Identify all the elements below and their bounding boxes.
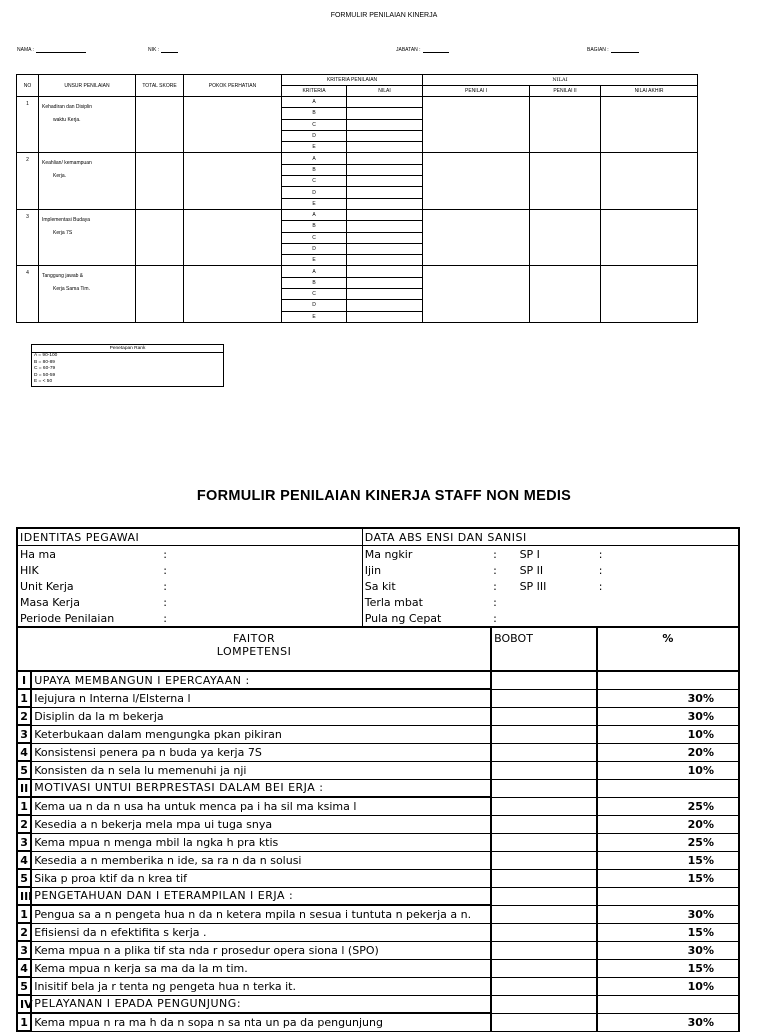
- criteria-text: Kema ua n da n usa ha untuk menca pa i ha sil ma ksima l: [31, 797, 491, 815]
- criteria-text: Kema mpua n kerja sa ma da la m tim.: [31, 959, 491, 977]
- criteria-number: 1: [17, 1013, 31, 1031]
- header-nilai-akhir: NILAI AKHIR: [601, 86, 698, 97]
- bobot-cell[interactable]: [491, 905, 597, 923]
- unsur-cell: [39, 97, 136, 153]
- rank-row: A = 90-100: [34, 353, 58, 358]
- pokok-cell[interactable]: [184, 153, 282, 209]
- header-nilai-group: NILAI: [423, 75, 698, 86]
- criteria-text: Sika p proa ktif da n krea tif: [31, 869, 491, 887]
- penilai-2-cell[interactable]: [530, 266, 601, 322]
- rank-row: C = 60-79: [34, 366, 56, 371]
- absensi-colon: :: [493, 579, 497, 593]
- bobot-cell[interactable]: [491, 833, 597, 851]
- bobot-cell[interactable]: [491, 887, 597, 905]
- criteria-text: Keterbukaan dalam mengungka pkan pikiran: [31, 725, 491, 743]
- criteria-text: Pengua sa a n pengeta hua n da n ketera mpila n sesua i tuntuta n pekerja a n.: [31, 905, 491, 923]
- unsur-text: Tanggung jawab &: [42, 273, 84, 280]
- criteria-number: 2: [17, 707, 31, 725]
- bobot-cell[interactable]: [491, 671, 597, 689]
- nik-label: NIK :: [148, 47, 160, 53]
- jabatan-line: [423, 47, 449, 53]
- section-row: [17, 995, 739, 1013]
- absensi-label: Terla mbat: [362, 594, 491, 610]
- identitas-heading: IDENTITAS PEGAWAI: [17, 528, 362, 546]
- criteria-percent: 10%: [597, 725, 739, 743]
- criteria-number: 1: [17, 797, 31, 815]
- criteria-percent: 30%: [597, 689, 739, 707]
- unsur-text: Kerja.: [53, 173, 67, 180]
- nilai-akhir-cell[interactable]: [601, 153, 698, 209]
- kriteria-grade: E: [282, 255, 347, 266]
- criteria-percent: 30%: [597, 1013, 739, 1031]
- bobot-cell[interactable]: [491, 959, 597, 977]
- unsur-text: Kehadiran dan Disiplin: [42, 104, 93, 110]
- absensi-colon: :: [493, 595, 497, 609]
- penilai-1-cell[interactable]: [423, 266, 530, 322]
- total-skore-cell[interactable]: [136, 153, 184, 209]
- identity-label: HIK: [17, 562, 163, 578]
- absensi-colon: :: [493, 563, 497, 577]
- unsur-cell: [39, 209, 136, 265]
- header-kriteria-penilaian: KRITERIA PENILAIAN: [282, 75, 423, 86]
- nilai-cell[interactable]: [347, 243, 423, 254]
- penilai-2-cell[interactable]: [530, 209, 601, 265]
- absensi-colon: :: [491, 610, 517, 627]
- bobot-cell[interactable]: [491, 851, 597, 869]
- persen-cell: [597, 995, 739, 1013]
- nik-field: [148, 47, 178, 53]
- bobot-cell[interactable]: [491, 995, 597, 1013]
- nama-line: [36, 47, 86, 53]
- rank-row: D = 50-59: [34, 372, 56, 378]
- unsur-text: waktu Kerja.: [53, 117, 81, 123]
- header-nilai: NILAI: [347, 86, 423, 97]
- section-title: PENGETAHUAN DAN I ETERAMPILAN I ERJA :: [31, 887, 491, 905]
- identity-row: [17, 562, 739, 578]
- absensi-label: Ma ngkir: [362, 546, 491, 563]
- unsur-text: Implementasi Budaya: [42, 216, 91, 223]
- sp-label: SP II: [519, 563, 544, 577]
- header-pokok: POKOK PERHATIAN: [184, 75, 282, 97]
- nilai-cell[interactable]: [347, 232, 423, 243]
- criteria-percent: 15%: [597, 923, 739, 941]
- nilai-cell[interactable]: [347, 311, 423, 322]
- criteria-row: [17, 815, 739, 833]
- sp-colon: :: [597, 578, 739, 594]
- pokok-cell[interactable]: [184, 266, 282, 322]
- identity-colon: :: [163, 595, 167, 609]
- section-row: [17, 779, 739, 797]
- nilai-cell[interactable]: [347, 198, 423, 209]
- total-skore-cell[interactable]: [136, 266, 184, 322]
- criteria-text: Kesedia a n bekerja mela mpa ui tuga snya: [31, 815, 491, 833]
- kriteria-grade: E: [282, 142, 347, 153]
- criteria-text: Kema mpua n menga mbil la ngka h pra ktis: [31, 833, 491, 851]
- kriteria-grade: E: [282, 311, 347, 322]
- identity-label: Unit Kerja: [17, 578, 163, 594]
- kompetensi-line: LOMPETENSI: [216, 645, 292, 658]
- criteria-text: Iejujura n Interna l/Elsterna l: [31, 689, 491, 707]
- nilai-cell[interactable]: [347, 277, 423, 288]
- nilai-cell[interactable]: [347, 164, 423, 175]
- penilaian-table: [16, 74, 698, 323]
- criteria-percent: 10%: [597, 977, 739, 995]
- table-row: [17, 153, 698, 164]
- identity-label: Ha ma: [17, 546, 163, 563]
- kriteria-grade: B: [282, 164, 347, 175]
- nilai-akhir-cell[interactable]: [601, 209, 698, 265]
- criteria-number: 4: [17, 959, 31, 977]
- absensi-label: Pula ng Cepat: [362, 610, 491, 627]
- empty-cell: [597, 610, 739, 627]
- criteria-row: [17, 941, 739, 959]
- competency-header-row: [17, 627, 739, 671]
- staff-form-body: [17, 528, 739, 1031]
- identity-label: Masa Kerja: [17, 594, 163, 610]
- kriteria-grade: C: [282, 232, 347, 243]
- section-title: MOTIVASI UNTUI BERPRESTASI DALAM BEI ERJA :: [31, 779, 491, 797]
- criteria-percent: 25%: [597, 833, 739, 851]
- pokok-cell[interactable]: [184, 97, 282, 153]
- kriteria-grade: D: [282, 130, 347, 141]
- header-kriteria: KRITERIA: [282, 86, 347, 97]
- row-number: 2: [17, 153, 39, 209]
- section-title: PELAYANAN I EPADA PENGUNJUNG:: [31, 995, 491, 1013]
- sp-label: SP III: [519, 579, 547, 593]
- criteria-number: 1: [17, 689, 31, 707]
- criteria-row: [17, 833, 739, 851]
- empty-cell: [518, 610, 597, 627]
- section-row: [17, 671, 739, 689]
- criteria-percent: 30%: [597, 941, 739, 959]
- faktor-line: FAITOR: [233, 632, 276, 645]
- nilai-cell[interactable]: [347, 209, 423, 220]
- identity-colon: :: [163, 563, 167, 577]
- table-row: [17, 209, 698, 220]
- bobot-cell[interactable]: [491, 815, 597, 833]
- rank-title: Penetapan Rank: [32, 345, 223, 353]
- criteria-row: [17, 959, 739, 977]
- criteria-number: 2: [17, 815, 31, 833]
- unsur-cell: [39, 153, 136, 209]
- criteria-row: [17, 977, 739, 995]
- absensi-heading: DATA ABS ENSI DAN SANISI: [362, 528, 739, 546]
- criteria-text: Kema mpua n a plika tif sta nda r prosedur opera siona l (SPO): [31, 941, 491, 959]
- criteria-number: 3: [17, 941, 31, 959]
- nilai-cell[interactable]: [347, 187, 423, 198]
- nik-line: [161, 47, 178, 53]
- criteria-row: [17, 1013, 739, 1031]
- penilai-1-cell[interactable]: [423, 209, 530, 265]
- row-number: 4: [17, 266, 39, 322]
- rank-table: [31, 344, 224, 387]
- bobot-cell[interactable]: [491, 761, 597, 779]
- section-roman: IV: [17, 995, 31, 1013]
- kriteria-grade: A: [282, 153, 347, 164]
- bobot-header: BOBOT: [491, 627, 597, 671]
- table-row: [17, 97, 698, 108]
- bobot-cell[interactable]: [491, 923, 597, 941]
- criteria-number: 4: [17, 851, 31, 869]
- unsur-cell: [39, 266, 136, 322]
- bobot-cell[interactable]: [491, 977, 597, 995]
- bagian-field: [587, 47, 639, 53]
- bobot-cell[interactable]: [491, 743, 597, 761]
- nilai-akhir-cell[interactable]: [601, 266, 698, 322]
- criteria-text: Konsisten da n sela lu memenuhi ja nji: [31, 761, 491, 779]
- penilaian-body: [17, 97, 698, 323]
- criteria-percent: 30%: [597, 905, 739, 923]
- identity-label: Periode Penilaian: [17, 610, 163, 627]
- faktor-header: [17, 627, 491, 671]
- section-roman: III: [17, 887, 31, 905]
- criteria-percent: 20%: [597, 743, 739, 761]
- nilai-cell[interactable]: [347, 255, 423, 266]
- sp-label: SP I: [519, 547, 540, 561]
- absensi-colon: :: [493, 547, 497, 561]
- bobot-cell[interactable]: [491, 779, 597, 797]
- kriteria-grade: B: [282, 221, 347, 232]
- criteria-text: Kesedia a n memberika n ide, sa ra n da n solusi: [31, 851, 491, 869]
- kriteria-grade: E: [282, 198, 347, 209]
- staff-form-table: [16, 527, 740, 1032]
- criteria-row: [17, 797, 739, 815]
- criteria-row: [17, 725, 739, 743]
- identity-row: [17, 578, 739, 594]
- nilai-cell[interactable]: [347, 221, 423, 232]
- kriteria-grade: B: [282, 108, 347, 119]
- criteria-number: 2: [17, 923, 31, 941]
- bobot-cell[interactable]: [491, 1013, 597, 1031]
- header-penilai-1: PENILAI I: [423, 86, 530, 97]
- unsur-text: Keahlian/ kemampuan: [42, 160, 92, 167]
- kriteria-grade: C: [282, 119, 347, 130]
- nilai-cell[interactable]: [347, 289, 423, 300]
- nilai-cell[interactable]: [347, 108, 423, 119]
- criteria-text: Konsistensi penera pa n buda ya kerja 7S: [31, 743, 491, 761]
- jabatan-field: [396, 47, 449, 53]
- header-unsur: UNSUR PENILAIAN: [39, 75, 136, 97]
- sp-colon: :: [597, 546, 739, 563]
- criteria-text: Efisiensi da n efektifita s kerja .: [31, 923, 491, 941]
- penilai-2-cell[interactable]: [530, 97, 601, 153]
- absensi-label: Sa kit: [362, 578, 491, 594]
- criteria-percent: 15%: [597, 869, 739, 887]
- criteria-number: 3: [17, 725, 31, 743]
- persen-cell: [597, 779, 739, 797]
- section-roman: I: [17, 671, 31, 689]
- kriteria-grade: A: [282, 266, 347, 277]
- criteria-row: [17, 851, 739, 869]
- rank-row: E = < 50: [34, 379, 53, 384]
- nama-label: NAMA :: [17, 47, 34, 53]
- nilai-akhir-cell[interactable]: [601, 97, 698, 153]
- nilai-cell[interactable]: [347, 300, 423, 311]
- identity-colon: :: [163, 579, 167, 593]
- criteria-row: [17, 689, 739, 707]
- nilai-cell[interactable]: [347, 97, 423, 108]
- persen-cell: [597, 671, 739, 689]
- header-no: NO: [17, 75, 39, 97]
- form2-title: FORMULIR PENILAIAN KINERJA STAFF NON MEDIS: [196, 488, 572, 504]
- criteria-percent: 25%: [597, 797, 739, 815]
- penilai-2-cell[interactable]: [530, 153, 601, 209]
- bobot-cell[interactable]: [491, 725, 597, 743]
- identity-colon: :: [163, 610, 362, 627]
- kriteria-grade: A: [282, 209, 347, 220]
- unsur-text: Kerja 7S: [53, 229, 73, 236]
- kriteria-grade: C: [282, 289, 347, 300]
- nilai-cell[interactable]: [347, 142, 423, 153]
- bobot-cell[interactable]: [491, 869, 597, 887]
- identity-row: [17, 594, 739, 610]
- kriteria-grade: D: [282, 187, 347, 198]
- criteria-row: [17, 707, 739, 725]
- penilai-1-cell[interactable]: [423, 153, 530, 209]
- sp-colon: :: [597, 562, 739, 578]
- penilai-1-cell[interactable]: [423, 97, 530, 153]
- empty-cell: [518, 594, 597, 610]
- bobot-cell[interactable]: [491, 941, 597, 959]
- header-total-skore: TOTAL SKORE: [136, 75, 184, 97]
- header-penilai-2: PENILAI II: [530, 86, 601, 97]
- criteria-text: Inisitif bela ja r tenta ng pengeta hua n terka it.: [31, 977, 491, 995]
- section-roman: II: [17, 779, 31, 797]
- criteria-text: Kema mpua n ra ma h da n sopa n sa nta un pa da pengunjung: [31, 1013, 491, 1031]
- criteria-number: 4: [17, 743, 31, 761]
- persen-header: %: [597, 627, 739, 671]
- table-row: [17, 266, 698, 277]
- identity-colon: :: [163, 547, 167, 561]
- criteria-row: [17, 761, 739, 779]
- bagian-label: BAGIAN :: [587, 47, 609, 53]
- criteria-text: Disiplin da la m bekerja: [31, 707, 491, 725]
- kriteria-grade: A: [282, 97, 347, 108]
- bobot-cell[interactable]: [491, 797, 597, 815]
- bobot-cell[interactable]: [491, 707, 597, 725]
- row-number: 1: [17, 97, 39, 153]
- criteria-number: 5: [17, 977, 31, 995]
- criteria-percent: 30%: [597, 707, 739, 725]
- absensi-label: Ijin: [362, 562, 491, 578]
- nilai-cell[interactable]: [347, 266, 423, 277]
- section-row: [17, 887, 739, 905]
- rank-row: B = 80-89: [34, 359, 55, 365]
- total-skore-cell[interactable]: [136, 209, 184, 265]
- criteria-percent: 15%: [597, 959, 739, 977]
- criteria-row: [17, 923, 739, 941]
- kriteria-grade: D: [282, 300, 347, 311]
- nilai-cell[interactable]: [347, 176, 423, 187]
- section-title: UPAYA MEMBANGUN I EPERCAYAAN :: [31, 671, 491, 689]
- empty-cell: [597, 594, 739, 610]
- bagian-line: [611, 47, 639, 53]
- nilai-cell[interactable]: [347, 130, 423, 141]
- criteria-number: 5: [17, 869, 31, 887]
- criteria-row: [17, 869, 739, 887]
- criteria-percent: 15%: [597, 851, 739, 869]
- criteria-row: [17, 905, 739, 923]
- kriteria-grade: D: [282, 243, 347, 254]
- row-number: 3: [17, 209, 39, 265]
- pokok-cell[interactable]: [184, 209, 282, 265]
- criteria-number: 1: [17, 905, 31, 923]
- criteria-number: 5: [17, 761, 31, 779]
- nama-field: [17, 47, 86, 53]
- total-skore-cell[interactable]: [136, 97, 184, 153]
- form1-title: FORMULIR PENILAIAN KINERJA: [330, 12, 438, 19]
- identity-row: [17, 610, 739, 627]
- jabatan-label: JABATAN :: [396, 47, 421, 53]
- kriteria-grade: C: [282, 176, 347, 187]
- persen-cell: [597, 887, 739, 905]
- criteria-percent: 20%: [597, 815, 739, 833]
- criteria-row: [17, 743, 739, 761]
- kriteria-grade: B: [282, 277, 347, 288]
- unsur-text: Kerja Sama Tim.: [53, 286, 90, 293]
- criteria-percent: 10%: [597, 761, 739, 779]
- nilai-cell[interactable]: [347, 153, 423, 164]
- identity-row: [17, 546, 739, 563]
- bobot-cell[interactable]: [491, 689, 597, 707]
- criteria-number: 3: [17, 833, 31, 851]
- nilai-cell[interactable]: [347, 119, 423, 130]
